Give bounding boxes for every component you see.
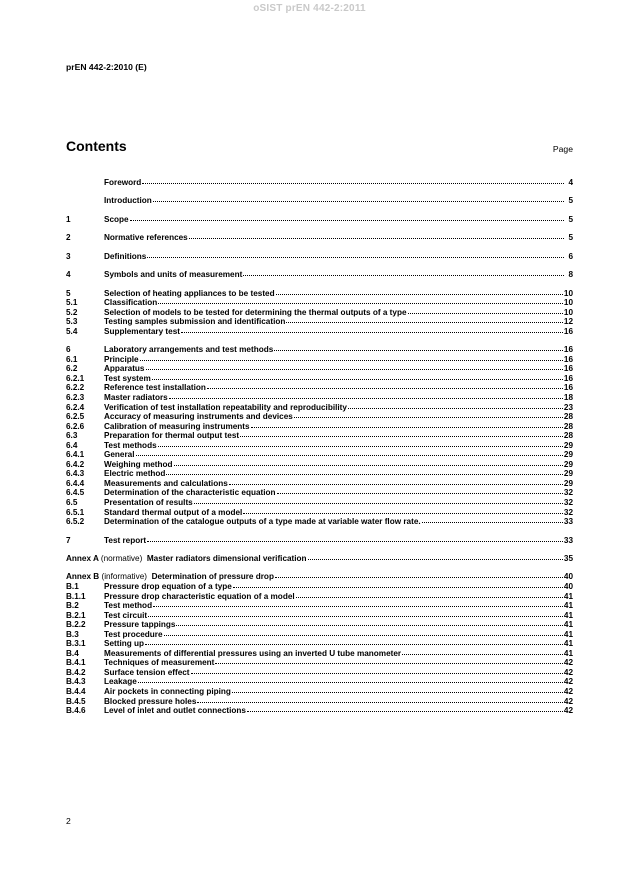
toc-entry-page: 33 xyxy=(563,535,573,545)
toc-entry-title: Pressure drop characteristic equation of a model xyxy=(104,591,295,601)
toc-entry-number: B.2 xyxy=(66,601,79,611)
toc-entry-title: Electric method xyxy=(104,469,166,479)
toc-entry-number: 6.4.3 xyxy=(66,469,85,479)
toc-entry-number: 6.5.2 xyxy=(66,517,85,527)
toc-entry-title: Pressure tappings xyxy=(104,620,176,630)
toc-entry-page: 41 xyxy=(563,620,573,630)
toc-entry[interactable] xyxy=(66,536,573,546)
toc-entry-page: 12 xyxy=(563,317,573,327)
toc-entry-number: 5.2 xyxy=(66,307,78,317)
toc-entry-number: B.4.3 xyxy=(66,677,86,687)
toc-entry-title: Normative references xyxy=(104,233,188,243)
toc-entry-number: 6.2.5 xyxy=(66,412,85,422)
toc-entry-page: 29 xyxy=(563,440,573,450)
toc-entry-number: 6 xyxy=(66,345,71,355)
toc-entry-number: 6.2 xyxy=(66,364,78,374)
toc-entry-page: 10 xyxy=(563,298,573,308)
toc-entry-page: 5 xyxy=(568,196,573,206)
toc-dot-leader xyxy=(174,459,563,466)
toc-entry-title: Foreword xyxy=(104,178,142,187)
toc-entry[interactable] xyxy=(66,270,573,280)
toc-entry-title: Blocked pressure holes xyxy=(104,696,197,706)
toc-entry-page: 28 xyxy=(563,412,573,422)
toc-entry-number: B.4.4 xyxy=(66,686,86,696)
toc-dot-leader xyxy=(153,600,563,607)
toc-dot-leader xyxy=(233,581,563,588)
toc-dot-leader xyxy=(153,195,564,202)
toc-entry-number: 6.4.5 xyxy=(66,488,85,498)
toc-entry-page: 29 xyxy=(563,450,573,460)
toc-entry-page: 42 xyxy=(563,696,573,706)
toc-entry-title: General xyxy=(104,450,135,460)
toc-entry[interactable] xyxy=(66,196,573,206)
toc-entry[interactable] xyxy=(66,233,573,243)
toc-entry-page: 42 xyxy=(563,706,573,716)
toc-entry-title: Test methods xyxy=(104,440,157,450)
toc-entry-title: Introduction xyxy=(104,196,152,206)
toc-entry-number: 6.2.4 xyxy=(66,402,85,412)
toc-entry-title: Classification xyxy=(104,298,158,308)
toc-entry-title: Definitions xyxy=(104,251,147,261)
toc-entry-page: 16 xyxy=(563,326,573,336)
toc-entry-number: 5.4 xyxy=(66,326,78,336)
toc-entry-number: 6.2.6 xyxy=(66,421,85,431)
toc-entry-page: 5 xyxy=(568,233,573,243)
toc-entry-title xyxy=(66,554,307,564)
toc-entry-page: 8 xyxy=(568,270,573,280)
toc-entry-number: 6.3 xyxy=(66,431,78,441)
toc-entry-title: Apparatus xyxy=(104,364,145,374)
toc-dot-leader xyxy=(194,497,563,504)
toc-dot-leader xyxy=(275,571,563,578)
toc-entry-title: Testing samples submission and identification xyxy=(104,317,286,327)
toc-entry-page: 10 xyxy=(563,307,573,317)
toc-entry-title: Measurements and calculations xyxy=(104,478,228,488)
toc-entry-page: 42 xyxy=(563,658,573,668)
toc-entry[interactable] xyxy=(66,517,573,527)
toc-entry-number: 6.4.1 xyxy=(66,450,85,460)
toc-entry-page: 41 xyxy=(563,629,573,639)
toc-entry-page: 16 xyxy=(563,354,573,364)
page-column-label: Page xyxy=(552,144,573,154)
toc-dot-leader xyxy=(251,421,563,428)
toc-entry[interactable] xyxy=(66,706,573,716)
toc-entry-title: Test procedure xyxy=(104,629,163,639)
toc-entry-page: 10 xyxy=(563,288,573,298)
toc-entry-title: Verification of test installation repeatability and reproducibility xyxy=(104,402,347,412)
toc-dot-leader xyxy=(247,705,563,712)
toc-entry-page: 41 xyxy=(563,601,573,611)
toc-dot-leader xyxy=(408,307,563,314)
toc-entry-number: 6.5 xyxy=(66,498,78,507)
toc-entry[interactable] xyxy=(66,178,573,188)
toc-dot-leader xyxy=(191,667,563,674)
toc-entry-page: 28 xyxy=(563,421,573,431)
toc-entry-page: 42 xyxy=(563,686,573,696)
toc-dot-leader xyxy=(176,619,562,626)
toc-entry-page: 5 xyxy=(568,214,573,224)
toc-entry-heading: Determination of pressure drop xyxy=(151,572,274,582)
toc-entry-title: Setting up xyxy=(104,639,145,649)
toc-entry-number: 6.4.2 xyxy=(66,459,85,469)
toc-entry-page: 42 xyxy=(563,677,573,687)
toc-dot-leader xyxy=(243,507,563,514)
watermark-text: oSIST prEN 442-2:2011 xyxy=(253,3,366,14)
toc-entry-number: 6.4 xyxy=(66,440,78,450)
toc-entry-page: 28 xyxy=(563,431,573,441)
toc-entry-number: B.3 xyxy=(66,629,79,639)
toc-entry-page: 40 xyxy=(563,581,573,591)
toc-dot-leader xyxy=(138,676,563,683)
toc-entry-number: 6.2.3 xyxy=(66,392,85,402)
toc-entry-title: Reference test installation xyxy=(104,383,206,393)
toc-entry-number: 4 xyxy=(66,270,71,280)
toc-entry-number: 2 xyxy=(66,233,71,243)
toc-entry-title: Techniques of measurement xyxy=(104,658,215,668)
toc-dot-leader xyxy=(207,382,563,389)
toc-entry-title: Weighing method xyxy=(104,459,173,469)
toc-dot-leader xyxy=(240,430,563,437)
toc-entry-number: Annex B xyxy=(66,572,100,582)
toc-dot-leader xyxy=(142,177,564,184)
toc-entry[interactable] xyxy=(66,252,573,262)
toc-entry-page: 16 xyxy=(563,364,573,374)
toc-entry-page: 32 xyxy=(563,488,573,498)
toc-dot-leader xyxy=(402,648,563,655)
toc-entry-title: Standard thermal output of a model xyxy=(104,507,243,517)
toc-dot-leader xyxy=(147,251,564,258)
toc-entry-title: Measurements of differential pressures using an inverted U tube manometer xyxy=(104,648,402,658)
toc-dot-leader xyxy=(136,449,563,456)
toc-entry-number: 1 xyxy=(66,214,71,224)
toc-entry-number: B.1.1 xyxy=(66,591,86,601)
toc-entry-title: Pressure drop equation of a type xyxy=(104,581,232,591)
toc-entry-number: 7 xyxy=(66,535,71,545)
toc-entry-number: 3 xyxy=(66,251,71,261)
toc-entry-number: B.4 xyxy=(66,648,79,658)
toc-dot-leader xyxy=(422,516,563,523)
toc-dot-leader xyxy=(181,326,563,333)
toc-entry[interactable] xyxy=(66,327,573,337)
toc-entry-page: 41 xyxy=(563,648,573,658)
toc-entry-number: 5.3 xyxy=(66,317,78,327)
toc-entry-page: 35 xyxy=(563,553,573,563)
toc-entry-title: Laboratory arrangements and test methods xyxy=(104,345,274,355)
toc-entry-title: Selection of models to be tested for determining the thermal outputs of a type xyxy=(104,307,407,317)
toc-entry-page: 4 xyxy=(568,178,573,187)
toc-dot-leader xyxy=(166,468,562,475)
toc-entry-page: 41 xyxy=(563,639,573,649)
page-number: 2 xyxy=(66,816,71,826)
toc-entry-page: 29 xyxy=(563,459,573,469)
toc-dot-leader xyxy=(164,629,563,636)
toc-entry-page: 29 xyxy=(563,478,573,488)
toc-entry-title: Air pockets in connecting piping xyxy=(104,686,231,696)
toc-dot-leader xyxy=(348,402,563,409)
toc-entry-page: 16 xyxy=(563,383,573,393)
toc-entry-note: (normative) xyxy=(100,553,143,563)
toc-dot-leader xyxy=(286,316,563,323)
toc-dot-leader xyxy=(296,591,563,598)
toc-entry-page: 18 xyxy=(563,392,573,402)
toc-dot-leader xyxy=(308,553,563,560)
toc-entry-number: B.2.1 xyxy=(66,610,86,620)
toc-entry-page: 16 xyxy=(563,373,573,383)
toc-entry-title: Test method xyxy=(104,601,153,611)
toc-entry-title: Principle xyxy=(104,354,139,364)
toc-dot-leader xyxy=(277,487,563,494)
toc-dot-leader xyxy=(158,440,563,447)
toc-entry-page: 42 xyxy=(563,667,573,677)
toc-entry-number: 6.2.2 xyxy=(66,383,85,393)
toc-entry-number: B.4.6 xyxy=(66,706,86,716)
toc-entry-page: 32 xyxy=(563,507,573,517)
toc-entry-title: Presentation of results xyxy=(104,498,193,507)
toc-dot-leader xyxy=(130,214,564,221)
toc-dot-leader xyxy=(274,344,563,351)
toc-entry-title: Master radiators xyxy=(104,392,168,402)
toc-entry-number: B.3.1 xyxy=(66,639,86,649)
toc-dot-leader xyxy=(169,392,563,399)
toc-dot-leader xyxy=(232,686,563,693)
toc-dot-leader xyxy=(197,696,563,703)
toc-entry-page: 41 xyxy=(563,610,573,620)
toc-dot-leader xyxy=(243,269,564,276)
toc-entry-title: Preparation for thermal output test xyxy=(104,431,240,441)
toc-entry-page: 29 xyxy=(563,469,573,479)
contents-title: Contents xyxy=(66,138,127,154)
toc-entry-page: 6 xyxy=(568,251,573,261)
toc-entry-heading: Master radiators dimensional verification xyxy=(146,553,307,563)
toc-dot-leader xyxy=(189,232,564,239)
toc-entry[interactable] xyxy=(66,215,573,225)
toc-entry-number: B.1 xyxy=(66,581,79,591)
toc-dot-leader xyxy=(146,363,563,370)
toc-dot-leader xyxy=(276,288,563,295)
toc-dot-leader xyxy=(158,297,563,304)
toc-entry-number: B.2.2 xyxy=(66,620,86,630)
toc-dot-leader xyxy=(140,354,563,361)
toc-entry-title: Determination of the catalogue outputs of a type made at variable water flow rate. xyxy=(104,517,421,527)
toc-entry-page: 40 xyxy=(563,572,573,582)
toc-entry-number: 6.2.1 xyxy=(66,373,85,383)
toc-entry-title: Supplementary test xyxy=(104,326,180,336)
table-of-contents xyxy=(66,178,573,716)
toc-dot-leader xyxy=(294,411,563,418)
toc-entry-page: 32 xyxy=(563,498,573,507)
toc-entry-title: Test report xyxy=(104,535,147,545)
document-id: prEN 442-2:2010 (E) xyxy=(66,62,147,72)
toc-entry-title: Determination of the characteristic equation xyxy=(104,488,276,498)
toc-entry-title: Symbols and units of measurement xyxy=(104,270,243,280)
toc-entry-number: B.4.2 xyxy=(66,667,86,677)
toc-entry-number: 6.4.4 xyxy=(66,478,85,488)
toc-entry-number: B.4.5 xyxy=(66,696,86,706)
toc-entry-number: 5 xyxy=(66,288,71,298)
toc-entry-page: 41 xyxy=(563,591,573,601)
toc-entry-number: 5.1 xyxy=(66,298,78,308)
toc-dot-leader xyxy=(229,478,563,485)
toc-entry-title: Selection of heating appliances to be tested xyxy=(104,288,275,298)
toc-dot-leader xyxy=(152,373,563,380)
toc-entry-title: Test system xyxy=(104,373,151,383)
toc-entry-page: 23 xyxy=(563,402,573,412)
toc-entry-note: (informative) xyxy=(101,572,147,582)
toc-entry-number: 6.5.1 xyxy=(66,507,85,517)
toc-dot-leader xyxy=(147,535,563,542)
toc-dot-leader xyxy=(215,657,562,664)
toc-entry-title: Leakage xyxy=(104,677,137,687)
toc-entry-title: Surface tension effect xyxy=(104,667,190,677)
toc-entry-page: 33 xyxy=(563,517,573,527)
toc-entry-title: Scope xyxy=(104,214,129,224)
toc-entry-number: 6.1 xyxy=(66,354,78,364)
toc-entry-title: Test circuit xyxy=(104,610,148,620)
toc-entry-number: B.4.1 xyxy=(66,658,86,668)
toc-dot-leader xyxy=(148,610,563,617)
toc-entry-title: Accuracy of measuring instruments and devices xyxy=(104,412,293,422)
toc-dot-leader xyxy=(145,638,563,645)
toc-entry-page: 16 xyxy=(563,345,573,355)
toc-entry-title: Level of inlet and outlet connections xyxy=(104,706,246,716)
toc-entry-number: Annex A xyxy=(66,553,99,563)
toc-entry-title: Calibration of measuring instruments xyxy=(104,421,250,431)
toc-entry[interactable] xyxy=(66,554,573,564)
